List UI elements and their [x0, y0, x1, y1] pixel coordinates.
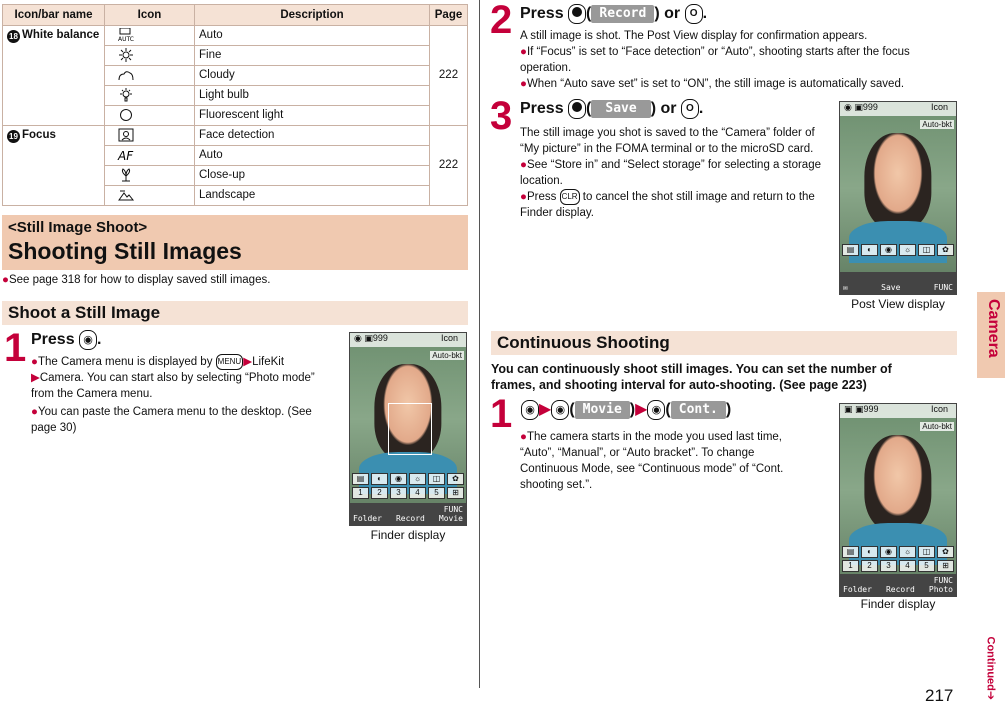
camera-key-icon: ◉ [79, 330, 97, 350]
o-key-icon: O [681, 99, 699, 119]
icon-table [2, 4, 468, 206]
table-cell-page: 222 [430, 26, 468, 126]
svg-text:AF: AF [118, 149, 134, 163]
table-cell-description: Landscape [195, 186, 430, 206]
post-view-display-caption: Post View display [851, 297, 945, 311]
table-cell-description: Fine [195, 46, 430, 66]
step-number: 2 [490, 0, 513, 42]
post-view-display-screenshot: ◉ ▣999 Icon Auto-bkt ▤ ◐ ◉ ☼ ◫ ✿ ✉ Save FUNC [839, 101, 957, 295]
focus-auto-icon [105, 146, 195, 166]
camera-key-icon: ◉ [551, 400, 569, 420]
chapter-banner [2, 215, 468, 270]
wb-cloudy-icon [105, 66, 195, 86]
continuous-step1-bullet: ●The camera starts in the mode you used last time, “Auto”, “Manual”, or “Auto bracket”. To change Continuous Mode, see “Continuous mode” of “Cont. shooting set.”. [520, 431, 784, 491]
wb-fluorescent-icon [105, 106, 195, 126]
continuous-finder-display-screenshot: ▣ ▣999 Icon Auto-bkt ▤ ◐ ◉ ☼ ◫ ✿ 1 2 3 4 5 ⊞ Folder Record FUNC Photo [839, 403, 957, 597]
continued-label: Continued➔ [984, 636, 997, 701]
clr-key-icon: CLR [560, 189, 580, 205]
step3-bullet-2: ●Press CLR to cancel the shot still image and return to the Finder display. [520, 189, 825, 221]
table-cell-description: Auto [195, 26, 430, 46]
focus-face-icon [105, 126, 195, 146]
center-key-icon [568, 4, 586, 24]
wb-auto-icon [105, 26, 195, 46]
continuous-step1-heading: ◉ ▶ ◉ ( Movie )▶ ◉ ( Cont. ) [521, 399, 731, 420]
banner-title: Shooting Still Images [8, 238, 242, 264]
step1-bullet-1: ●The Camera menu is displayed by MENU ▶LifeKit ▶Camera. You can start also by selecting “Photo mode” from the Camera menu. [31, 354, 336, 402]
number-badge: 18 [7, 30, 20, 43]
column-divider [479, 0, 480, 688]
focus-closeup-icon [105, 166, 195, 186]
intro-note: ●See page 318 for how to display saved still images. [2, 274, 271, 286]
step3-heading: Press ( Save ) or O . [520, 100, 704, 118]
page-number: 217 [925, 686, 954, 704]
step1-bullet-2: ●You can paste the Camera menu to the desktop. (See page 30) [31, 406, 312, 434]
save-softkey: Save [591, 100, 650, 118]
step2-bullet-1: ●If “Focus” is set to “Face detection” or “Auto”, shooting starts after the focus operation. [520, 46, 910, 74]
wb-lightbulb-icon [105, 86, 195, 106]
camera-key-icon: ◉ [647, 400, 665, 420]
table-cell-description: Light bulb [195, 86, 430, 106]
step2-bullet-2: ●When “Auto save set” is set to “ON”, the still image is automatically saved. [520, 78, 905, 90]
movie-softkey: Movie [575, 401, 630, 419]
banner-subtitle: <Still Image Shoot> [8, 219, 148, 236]
number-badge: 19 [7, 130, 20, 143]
table-cell-description: Auto [195, 146, 430, 166]
finder-display-caption: Finder display [370, 528, 446, 542]
header-page: Page [430, 5, 468, 26]
table-cell-description: Fluorescent light [195, 106, 430, 126]
table-cell-description: Face detection [195, 126, 430, 146]
header-icon: Icon [105, 5, 195, 26]
row-name-white-balance: 18 White balance [3, 26, 105, 126]
header-icon-bar-name: Icon/bar name [3, 5, 105, 26]
cont-softkey: Cont. [671, 401, 726, 419]
step-number: 1 [4, 326, 27, 370]
chapter-side-tab-label: Camera [985, 299, 1002, 358]
step2-heading: Press ( Record ) or O . [520, 5, 708, 23]
continuous-finder-display-caption: Finder display [860, 597, 936, 611]
finder-display-screenshot: ◉ ▣999 Icon Auto-bkt ▤ ◐ ◉ ☼ ◫ ✿ 1 2 3 4 5 ⊞ Folder Record FUNC Movie [349, 332, 467, 526]
row-name-focus: 19 Focus [3, 126, 105, 206]
step2-body: A still image is shot. The Post View display for confirmation appears. [520, 30, 868, 42]
svg-text:AUTC: AUTC [118, 36, 134, 42]
table-cell-page: 222 [430, 126, 468, 206]
step3-bullet-1: ●See “Store in” and “Select storage” for selecting a storage location. [520, 159, 821, 187]
header-description: Description [195, 5, 430, 26]
step-number: 1 [490, 392, 513, 436]
focus-landscape-icon [105, 186, 195, 206]
table-cell-description: Cloudy [195, 66, 430, 86]
section-continuous-shooting: Continuous Shooting [491, 331, 957, 355]
o-key-icon: O [685, 4, 703, 24]
center-key-icon [568, 99, 586, 119]
menu-key-icon: MENU [216, 354, 244, 370]
step-number: 3 [490, 94, 513, 138]
continuous-intro: You can continuously shoot still images. You can set the number of frames, and shooting interval for auto-shooting. (See page 223) [491, 362, 892, 392]
step3-body: The still image you shot is saved to the “Camera” folder of “My picture” in the FOMA terminal or to the microSD card. [520, 127, 815, 155]
record-softkey: Record [591, 5, 654, 23]
camera-key-icon: ◉ [521, 400, 539, 420]
step1-heading: Press ◉ . [31, 331, 102, 349]
wb-fine-icon [105, 46, 195, 66]
section-shoot-still-image: Shoot a Still Image [2, 301, 468, 325]
table-cell-description: Close-up [195, 166, 430, 186]
